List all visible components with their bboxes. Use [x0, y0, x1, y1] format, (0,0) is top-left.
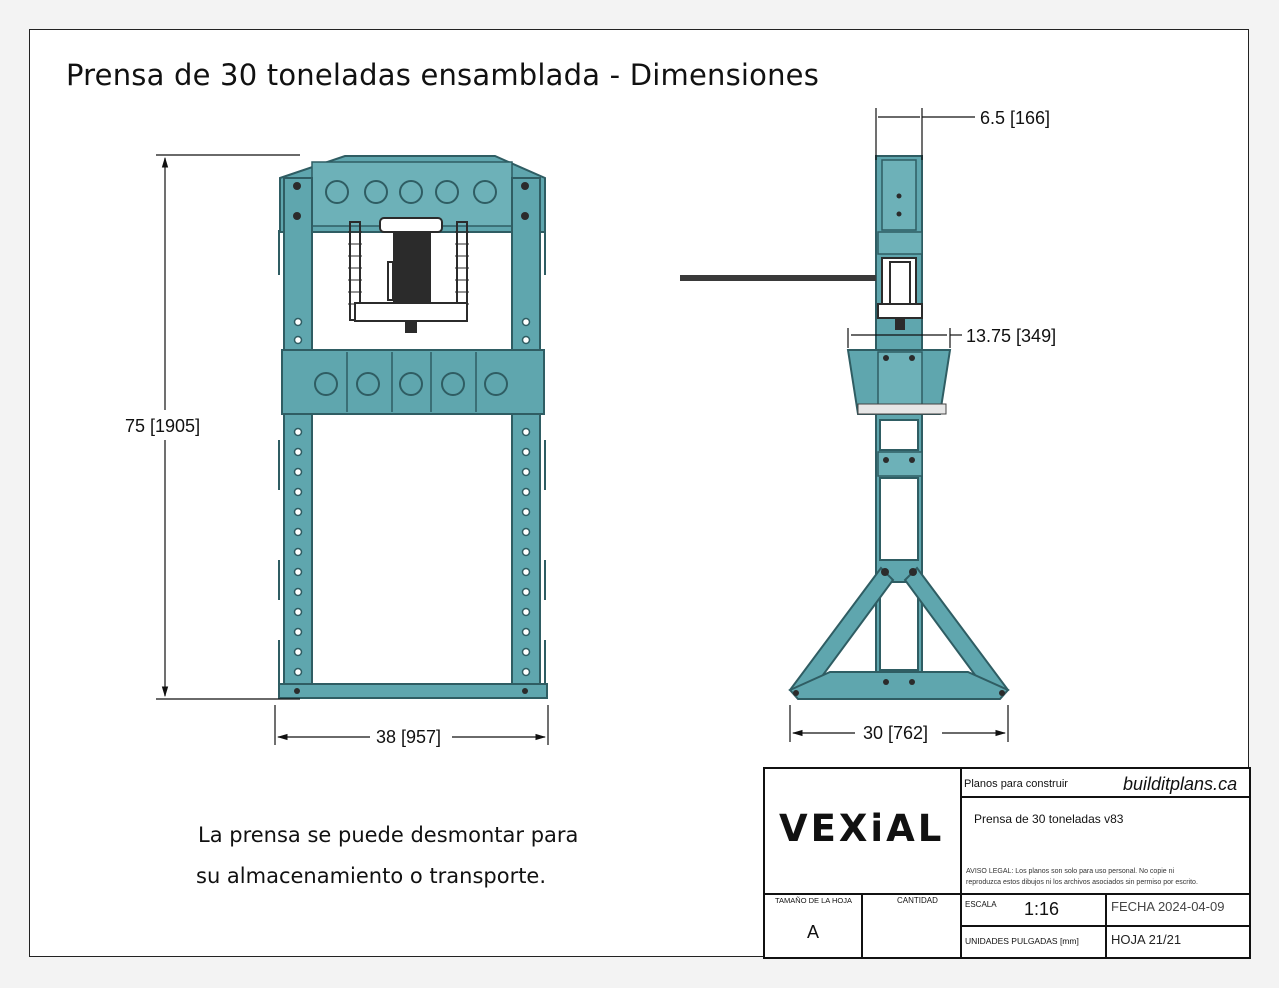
side-view [680, 156, 1008, 699]
dim-depth-base-label: 30 [762] [863, 723, 929, 743]
dim-width-front-label: 38 [957] [376, 727, 442, 747]
date-value: FECHA 2024-04-09 [1111, 899, 1225, 914]
product-name: Prensa de 30 toneladas v83 [974, 812, 1124, 826]
units-label: UNIDADES PULGADAS [mm] [965, 936, 1079, 946]
legal-notice-line-1: AVISO LEGAL: Los planos son solo para uso personal. No copie ni [966, 868, 1175, 875]
sheet-size-label: TAMAÑO DE LA HOJA [775, 896, 852, 905]
scale-value: 1:16 [1024, 899, 1060, 919]
legal-notice-line-2: reproduzca estos dibujos ni los archivos asociados sin permiso por escrito. [966, 879, 1198, 886]
sheet-size-value: A [807, 922, 820, 942]
page-title: Prensa de 30 toneladas ensamblada - Dimensiones [66, 58, 820, 92]
dim-height-label: 75 [1905] [125, 416, 201, 436]
sheet-number: HOJA 21/21 [1111, 932, 1182, 947]
front-view [279, 156, 547, 698]
scale-label: ESCALA [965, 900, 997, 909]
dim-depth-top-label: 6.5 [166] [980, 108, 1051, 128]
bottle-jack-icon [355, 218, 467, 333]
dim-depth-mid-label: 13.75 [349] [966, 326, 1057, 346]
note-line-1: La prensa se puede desmontar para [198, 823, 579, 847]
title-block [763, 767, 1251, 959]
quantity-label: CANTIDAD [897, 896, 938, 905]
website-label: builditplans.ca [1123, 774, 1238, 794]
plans-label: Planos para construir [964, 778, 1068, 790]
brand-logo: VEXiAL [779, 807, 945, 850]
note-line-2: su almacenamiento o transporte. [196, 864, 547, 888]
